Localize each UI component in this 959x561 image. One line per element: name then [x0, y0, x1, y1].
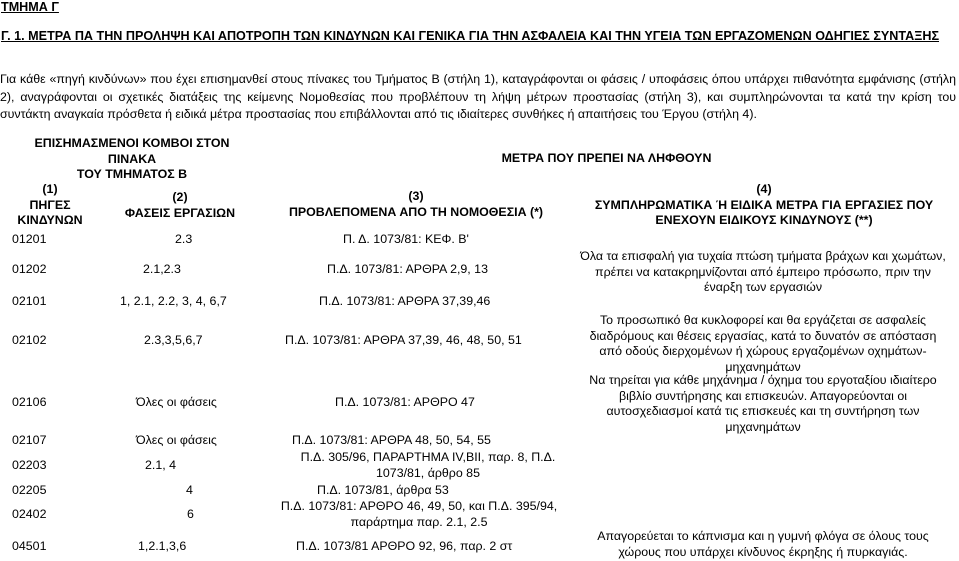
measure-line: Όλα τα επισφαλή για τυχαία πτώση τμήματα βράχων και χωμάτων, [580, 249, 946, 263]
cell-phase: 6 [187, 507, 194, 521]
header-group-left-line: ΠΙΝΑΚΑ [107, 151, 157, 166]
measure-line: από οδούς διερχομένων ή χώρους εργαζομένων οχημάτων- [599, 344, 927, 358]
measure-line: μηχανημάτων [725, 359, 801, 374]
header-col4 [573, 182, 955, 229]
header-col1-line: (1) [42, 182, 58, 196]
cell-code: 04501 [12, 539, 47, 553]
measure-line: διαδρόμους και θέσεις εργασίας, κατά το δυνατόν σε απόσταση [589, 328, 937, 343]
header-col3 [268, 189, 564, 220]
measure-line: έναρξη των εργασιών [703, 280, 823, 294]
cell-law-line: 1073/81, άρθρο 85 [376, 465, 480, 480]
cell-phase: 2.1, 4 [145, 458, 177, 472]
cell-phase: 2.3,3,5,6,7 [144, 333, 203, 347]
measure-line: Το προσωπικό θα κυκλοφορεί και θα εργάζεται σε ασφαλείς [599, 313, 927, 327]
cell-code: 01202 [12, 262, 47, 276]
measure-line: βιβλίο συντήρησης και επισκευών. Απαγορεύονται οι [618, 388, 908, 403]
header-col1-line: ΠΗΓΕΣ [29, 197, 71, 212]
cell-law: Π.Δ. 1073/81: ΑΡΘΡΑ 37,39, 46, 48, 50, 51 [285, 333, 522, 347]
header-col4-line: ΣΥΜΠΛΗΡΩΜΑΤΙΚΑ Ή ΕΙΔΙΚΑ ΜΕΤΡΑ ΓΙΑ ΕΡΓΑΣΙΕΣ ΠΟΥ [594, 197, 934, 212]
header-col3-line: ΠΡΟΒΛΕΠΟΜΕΝΑ ΑΠΟ ΤΗ ΝΟΜΟΘΕΣΙΑ (*) [288, 204, 544, 219]
measure-text [568, 313, 958, 375]
section-title: ΤΜΗΜΑ Γ [1, 0, 59, 14]
cell-code: 02102 [12, 333, 47, 347]
header-col2-line: ΦΑΣΕΙΣ ΕΡΓΑΣΙΩΝ [124, 205, 236, 220]
header-group-right: ΜΕΤΡΑ ΠΟΥ ΠΡΕΠΕΙ ΝΑ ΛΗΦΘΟΥΝ [501, 151, 712, 165]
cell-code: 02402 [12, 507, 47, 521]
cell-law: Π.Δ. 1073/81, άρθρα 53 [317, 483, 449, 497]
header-group-left-line: ΤΟΥ ΤΜΗΜΑΤΟΣ Β [76, 167, 188, 181]
measure-text [568, 529, 958, 560]
cell-code: 02205 [12, 483, 47, 497]
header-col1-line: ΚΙΝΔΥΝΩΝ [17, 213, 83, 227]
measure-line: αυτοσχεδιασμοί κατά τις επισκευές και τη συντήρηση των [606, 404, 920, 418]
cell-law: Π.Δ. 1073/81: ΑΡΘΡΑ 37,39,46 [319, 294, 491, 308]
cell-phase: 2.3 [175, 232, 193, 246]
cell-phase: 1,2.1,3,6 [138, 539, 187, 553]
measure-line: πρέπει να κατακρημνίζονται από έμπειρο πρόσωπο, πριν την [595, 264, 931, 279]
header-col2-line: (2) [172, 190, 188, 204]
header-group-left-line: ΕΠΙΣΗΜΑΣΜΕΝΟΙ ΚΟΜΒΟΙ ΣΤΟΝ [34, 136, 230, 150]
cell-law-line: Π.Δ. 305/96, ΠΑΡΑΡΤΗΜΑ IV,ΒΙΙ, παρ. 8, Π.Δ. [300, 450, 556, 464]
cell-code: 02106 [12, 395, 47, 409]
cell-law [264, 499, 574, 530]
cell-phase: 4 [186, 483, 193, 497]
cell-code: 02107 [12, 433, 47, 447]
measure-line: Απαγορεύεται το κάπνισμα και η γυμνή φλόγα σε όλους τους [597, 529, 929, 543]
intro-paragraph: Για κάθε «πηγή κινδύνων» που έχει επισημανθεί στους πίνακες του Τμήματος Β (στήλη 1), καταγράφονται οι φάσεις / υποφάσεις όπου υπάρχει πιθανότητα εμφάνισης (στήλη 2), αναγράφονται οι σχετικές διατάξεις της κείμενης Νομοθεσίας που προβλέπουν τη λήψη μέτρων προστασίας (στήλη 3), και συμπληρώνονται τα κατά την κρίση του συντάκτη αναγκαία πρόσθετα ή ειδικά μέτρα προστασίας που επιβάλλονται από τις ιδιαίτερες συνθήκες ή απαιτήσεις του Έργου (στήλη 4). [0, 72, 956, 121]
cell-code: 02101 [12, 294, 47, 308]
header-col4-line: (4) [756, 182, 772, 196]
header-col4-line: ΕΝΕΧΟΥΝ ΕΙΔΙΚΟΥΣ ΚΙΝΔΥΝΟΥΣ (**) [655, 213, 873, 227]
cell-law: Π.Δ. 1073/81 ΑΡΘΡΟ 92, 96, παρ. 2 στ [296, 539, 513, 553]
measure-line: χώρους που υπάρχει κίνδυνος έκρηξης ή πυρκαγιάς. [618, 544, 908, 559]
cell-phase: Όλες οι φάσεις [136, 433, 217, 447]
cell-law: Π.Δ. 1073/81: ΑΡΘΡΑ 2,9, 13 [327, 262, 488, 276]
cell-law-line: Π.Δ. 1073/81: ΑΡΘΡΟ 46, 49, 50, και Π.Δ. 395/94, [280, 499, 558, 513]
cell-law [275, 450, 581, 481]
cell-law: Π.Δ. 1073/81: ΑΡΘΡΟ 47 [335, 395, 475, 409]
cell-code: 01201 [12, 232, 47, 246]
header-col3-line: (3) [408, 189, 424, 203]
cell-law: Π.Δ. 1073/81: ΑΡΘΡΑ 48, 50, 54, 55 [292, 433, 491, 447]
cell-law-line: παράρτημα παρ. 2.1, 2.5 [350, 514, 488, 529]
cell-phase: 1, 2.1, 2.2, 3, 4, 6,7 [120, 294, 227, 308]
measure-text [568, 373, 958, 435]
header-col2 [110, 190, 250, 221]
measure-line: μηχανημάτων [725, 419, 801, 434]
page-heading: Γ. 1. ΜΕΤΡΑ ΠΑ ΤΗΝ ΠΡΟΛΗΨΗ ΚΑΙ ΑΠΟΤΡΟΠΗ ΤΩΝ ΚΙΝΔΥΝΩΝ ΚΑΙ ΓΕΝΙΚΑ ΓΙΑ ΤΗΝ ΑΣΦΑΛΕΙΑ ΚΑΙ ΤΗΝ ΥΓΕΙΑ ΤΩΝ ΕΡΓΑΖΟΜΕΝΩΝ ΟΔΗΓΙΕΣ ΣΥΝΤΑΞΗΣ [1, 29, 940, 43]
header-group-left [12, 136, 252, 183]
cell-phase: 2.1,2.3 [143, 262, 181, 276]
cell-code: 02203 [12, 458, 47, 472]
measure-line: Να τηρείται για κάθε μηχάνημα / όχημα του εργοταξίου ιδιαίτερο [589, 373, 937, 387]
cell-law: Π. Δ. 1073/81: ΚΕΦ. Β' [343, 232, 469, 246]
cell-phase: Όλες οι φάσεις [136, 395, 217, 409]
measure-text [568, 249, 958, 296]
header-col1 [12, 182, 88, 229]
